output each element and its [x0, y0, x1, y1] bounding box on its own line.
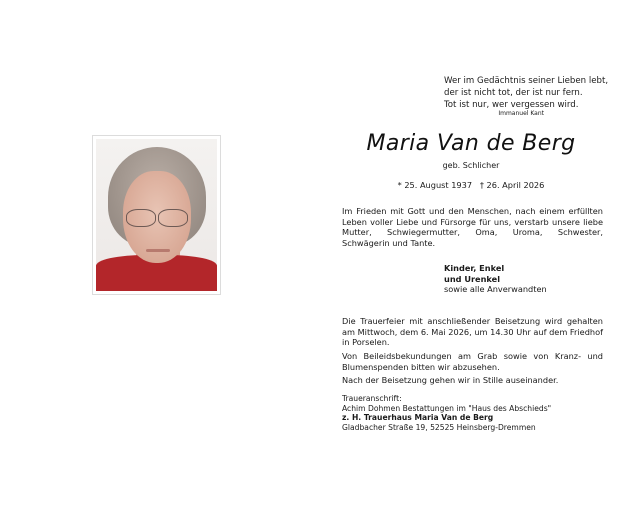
mourners-signature: [444, 263, 547, 295]
quote-line: der ist nicht tot, der ist nur fern.: [444, 88, 583, 98]
address-line: Achim Dohmen Bestattungen im "Haus des Abschieds": [342, 403, 552, 413]
quote-author: Immanuel Kant: [498, 110, 544, 117]
life-dates: * 25. August 1937 † 26. April 2026: [397, 180, 545, 190]
mourners-line: Kinder, Enkel: [444, 263, 505, 273]
address-line: Gladbacher Straße 19, 52525 Heinsberg-Dremmen: [342, 422, 536, 432]
announcement-paragraph: [342, 206, 603, 248]
announcement-line: Im Frieden mit Gott und den Menschen, nach einem erfüllten: [342, 206, 603, 216]
photo-mouth: [146, 249, 170, 252]
quote-line: Wer im Gedächtnis seiner Lieben lebt,: [444, 76, 609, 86]
address-line: z. H. Trauerhaus Maria Van de Berg: [342, 413, 494, 423]
memorial-quote: [444, 75, 608, 111]
flowers-line: Blumenspenden bitten wir abzusehen.: [342, 361, 500, 372]
mourning-address: [342, 394, 551, 432]
funeral-line: Die Trauerfeier mit anschließender Beisetzung wird gehalten: [342, 316, 603, 326]
photo-glasses-left: [126, 209, 156, 227]
birth-name: geb. Schlicher: [442, 161, 500, 170]
announcement-line: Leben voller Liebe und Fürsorge für uns, verstarb unsere liebe: [342, 216, 603, 227]
funeral-line: in Porselen.: [342, 337, 390, 348]
silence-paragraph: [342, 375, 603, 386]
portrait-photo: [96, 139, 217, 291]
photo-glasses-right: [158, 209, 188, 227]
funeral-line: am Mittwoch, dem 6. Mai 2026, um 14.30 Uhr auf dem Friedhof: [342, 326, 603, 337]
mourners-line: sowie alle Anverwandten: [444, 284, 547, 295]
flowers-paragraph: [342, 351, 603, 372]
address-label: Traueranschrift:: [342, 394, 402, 403]
portrait-photo-frame: [92, 135, 221, 295]
funeral-paragraph: [342, 316, 603, 348]
silence-line: Nach der Beisetzung gehen wir in Stille auseinander.: [342, 375, 559, 385]
deceased-name: Maria Van de Berg: [366, 131, 576, 156]
flowers-line: Von Beileidsbekundungen am Grab sowie von Kranz- und: [342, 351, 603, 361]
mourners-line: und Urenkel: [444, 273, 501, 284]
announcement-line: Mutter, Schwiegermutter, Oma, Uroma, Schwester,: [342, 227, 603, 238]
quote-line: Tot ist nur, wer vergessen wird.: [444, 100, 579, 110]
announcement-line: Schwägerin und Tante.: [342, 237, 436, 248]
